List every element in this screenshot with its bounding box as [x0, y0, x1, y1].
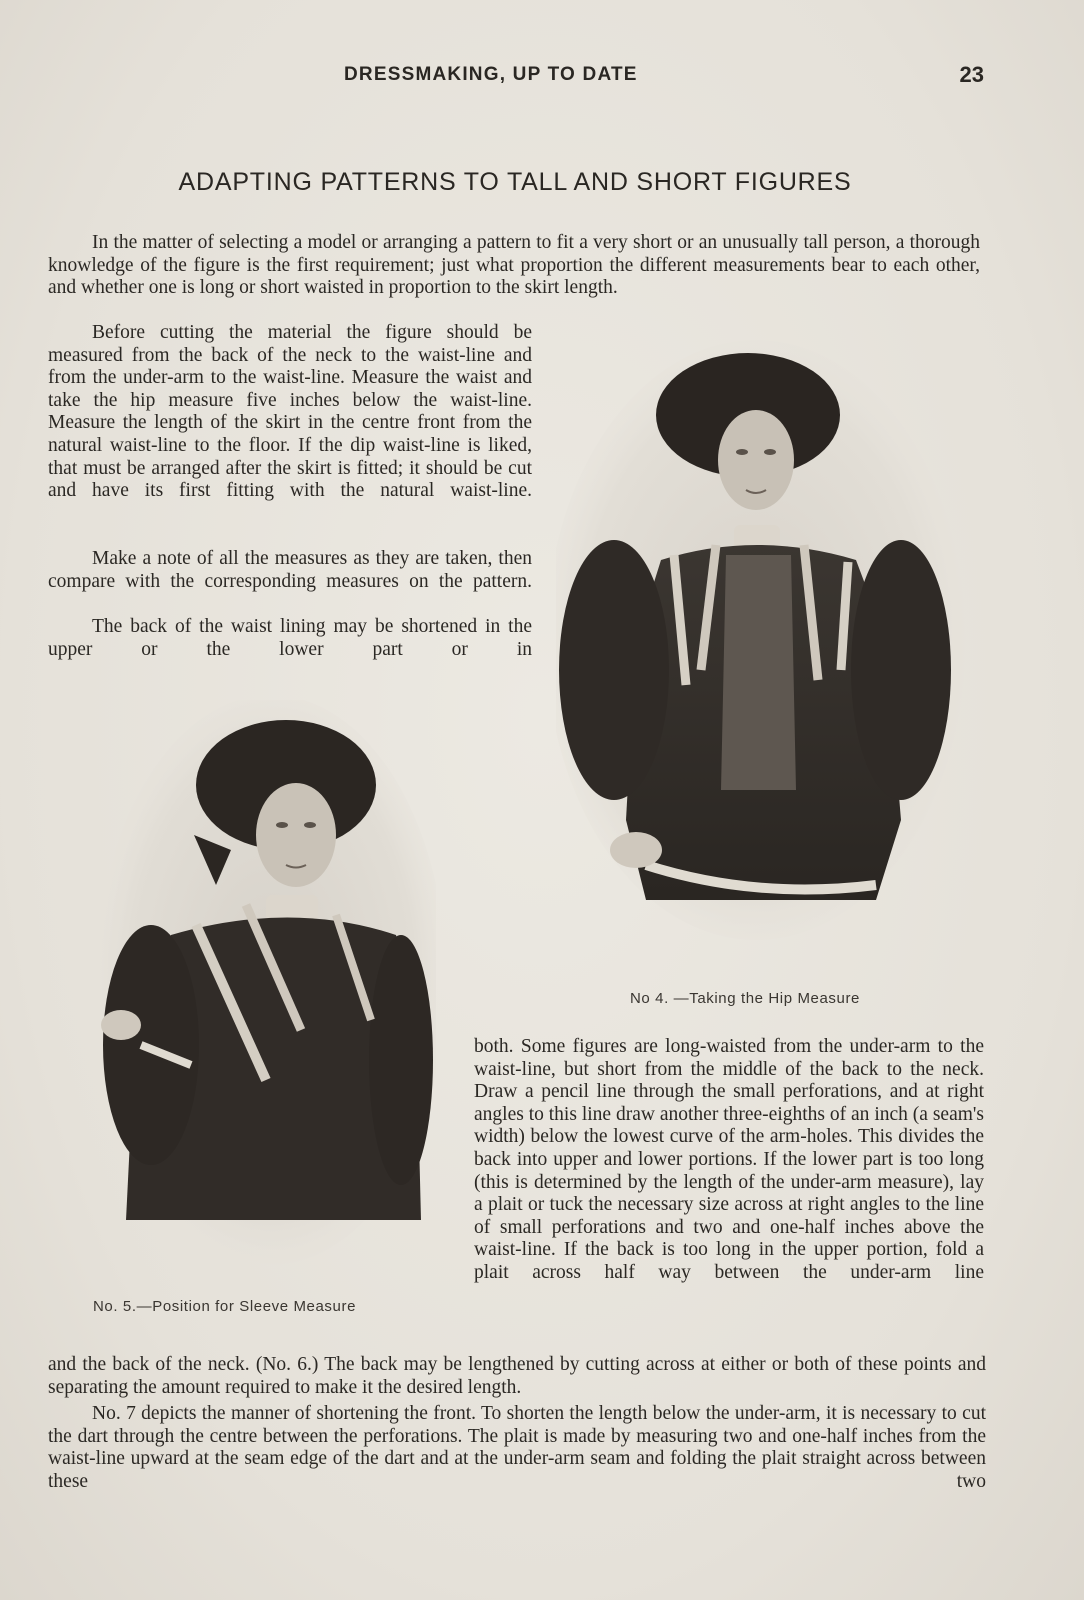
paragraph-front-shortening: No. 7 depicts the manner of shortening the front. To shorten the length below the under-arm, it is necessary to cut the dart through the centre between the perforations. The plait is made by measuring two and one-half inches from the waist-line upward at the seam edge of the dart and at the under-arm seam and folding the plait straight across between these two	[48, 1403, 986, 1492]
photo-hip-measure	[556, 340, 976, 960]
running-head: DRESSMAKING, UP TO DATE	[344, 64, 638, 85]
paragraph-intro: In the matter of selecting a model or arranging a pattern to fit a very short or an unusually tall person, a thorough knowledge of the figure is the first requirement; just what proportion the different measurements bear to each other, and whether one is long or short waisted in proportion to the skirt length.	[48, 232, 980, 299]
page-number: 23	[959, 62, 984, 87]
paragraph-back-lining-start: The back of the waist lining may be shortened in the upper or the lower part or in	[48, 616, 532, 660]
paragraph-note: Make a note of all the measures as they are taken, then compare with the corresponding measures on the pattern.	[48, 548, 532, 592]
caption-figure-4: No 4. —Taking the Hip Measure	[630, 990, 860, 1007]
paragraph-measuring: Before cutting the material the figure should be measured from the back of the neck to the waist-line and from the under-arm to the waist-line. Measure the waist and take the hip measure five inches below the waist-line. Measure the length of the skirt in the centre front from the natural waist-line to the floor. If the dip waist-line is liked, that must be arranged after the skirt is fitted; it should be cut and have its first fitting with the natural waist-line.	[48, 322, 532, 502]
paragraph-back-lining-continued: both. Some figures are long-waisted from the under-arm to the waist-line, but short from the middle of the back to the neck. Draw a pencil line through the small perforations, and at right angles to this line draw another three-eighths of an inch (a seam's width) below the lowest curve of the arm-holes. This divides the back into upper and lower portions. If the lower part is too long (this is determined by the length of the under-arm measure), lay a plait or tuck the necessary size across at right angles to the line of small perforations and two and one-half inches above the waist-line. If the back is too long in the upper portion, fold a plait across half way between the under-arm line	[474, 1036, 984, 1283]
article-title: ADAPTING PATTERNS TO TALL AND SHORT FIGURES	[178, 168, 852, 196]
paragraph-back-lining-end: and the back of the neck. (No. 6.) The back may be lengthened by cutting across at either or both of these points and separating the amount required to make it the desired length.	[48, 1354, 986, 1398]
caption-figure-5: No. 5.—Position for Sleeve Measure	[93, 1298, 357, 1315]
photo-sleeve-measure	[96, 700, 436, 1270]
